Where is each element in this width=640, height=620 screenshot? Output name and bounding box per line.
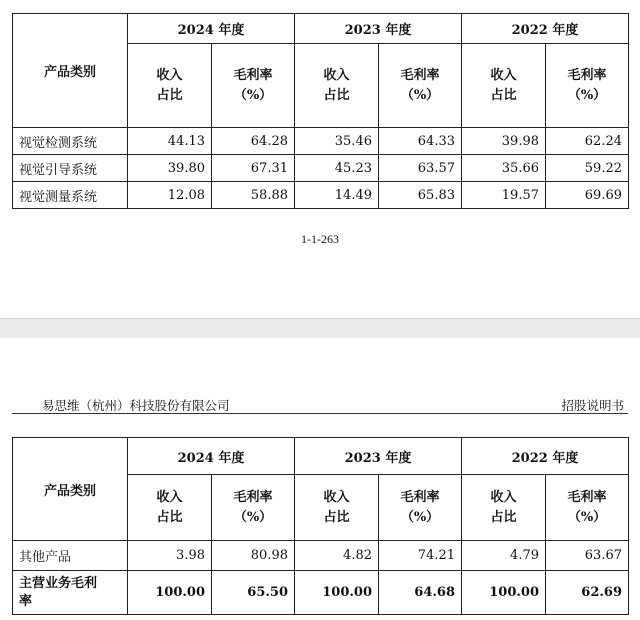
cell: 100.00: [128, 571, 212, 615]
cell: 62.24: [546, 128, 629, 155]
table-row: [13, 128, 629, 155]
row-label: 视觉测量系统: [13, 182, 128, 209]
total-label: 主营业务毛利 率: [13, 571, 128, 615]
revenue-share-header: 收入 占比: [295, 44, 379, 128]
year-header-2023: 2023 年度: [295, 438, 462, 475]
row-label: 视觉引导系统: [13, 155, 128, 182]
cell: 44.13: [128, 128, 212, 155]
cell: 39.98: [462, 128, 546, 155]
revenue-share-header: 收入 占比: [128, 475, 212, 541]
page-separator: [0, 318, 640, 338]
document-type: 招股说明书: [561, 398, 624, 413]
table-row: [13, 182, 629, 209]
running-header: [12, 396, 628, 414]
table-row: [13, 155, 629, 182]
page-number: 1-1-263: [301, 232, 339, 246]
year-header-2024: 2024 年度: [128, 14, 295, 44]
category-header: 产品类别: [13, 14, 128, 128]
cell: 64.68: [379, 571, 462, 615]
row-label: 视觉检测系统: [13, 128, 128, 155]
cell: 35.66: [462, 155, 546, 182]
gross-margin-header: 毛利率 （%）: [379, 475, 462, 541]
revenue-share-header: 收入 占比: [462, 475, 546, 541]
cell: 35.46: [295, 128, 379, 155]
cell: 69.69: [546, 182, 629, 209]
cell: 14.49: [295, 182, 379, 209]
gross-margin-header: 毛利率 （%）: [546, 44, 629, 128]
company-name: 易思维（杭州）科技股份有限公司: [42, 398, 230, 413]
cell: 39.80: [128, 155, 212, 182]
total-row: [13, 571, 629, 615]
gross-margin-header: 毛利率 （%）: [212, 44, 295, 128]
cell: 19.57: [462, 182, 546, 209]
margin-table-top: [12, 13, 629, 209]
page-separator-edge: [0, 318, 640, 319]
revenue-share-header: 收入 占比: [295, 475, 379, 541]
cell: 80.98: [212, 541, 295, 571]
cell: 45.23: [295, 155, 379, 182]
gross-margin-header: 毛利率 （%）: [379, 44, 462, 128]
cell: 62.69: [546, 571, 629, 615]
cell: 65.50: [212, 571, 295, 615]
cell: 59.22: [546, 155, 629, 182]
revenue-share-header: 收入 占比: [462, 44, 546, 128]
cell: 74.21: [379, 541, 462, 571]
cell: 3.98: [128, 541, 212, 571]
cell: 4.82: [295, 541, 379, 571]
cell: 63.57: [379, 155, 462, 182]
cell: 100.00: [462, 571, 546, 615]
category-header: 产品类别: [13, 438, 128, 541]
gross-margin-header: 毛利率 （%）: [546, 475, 629, 541]
cell: 100.00: [295, 571, 379, 615]
cell: 12.08: [128, 182, 212, 209]
cell: 64.33: [379, 128, 462, 155]
year-header-2023: 2023 年度: [295, 14, 462, 44]
year-header-2024: 2024 年度: [128, 438, 295, 475]
year-header-2022: 2022 年度: [462, 14, 629, 44]
cell: 4.79: [462, 541, 546, 571]
cell: 58.88: [212, 182, 295, 209]
table-row: [13, 541, 629, 571]
cell: 64.28: [212, 128, 295, 155]
cell: 65.83: [379, 182, 462, 209]
year-header-2022: 2022 年度: [462, 438, 629, 475]
revenue-share-header: 收入 占比: [128, 44, 212, 128]
cell: 63.67: [546, 541, 629, 571]
row-label: 其他产品: [13, 541, 128, 571]
margin-table-bottom: [12, 437, 629, 615]
cell: 67.31: [212, 155, 295, 182]
gross-margin-header: 毛利率 （%）: [212, 475, 295, 541]
